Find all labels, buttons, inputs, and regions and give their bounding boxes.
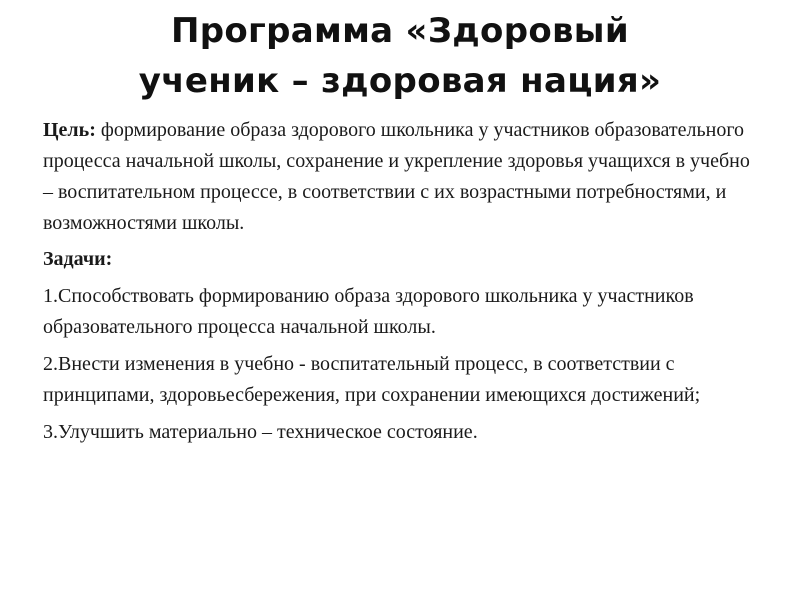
tasks-label: Задачи:: [43, 248, 113, 270]
tasks-heading: [43, 244, 763, 275]
slide-body: [43, 115, 763, 454]
goal-label: Цель:: [43, 119, 96, 141]
task-item-1: 1.Способствовать формированию образа здорового школьника у участников образовательного процесса начальной школы.: [43, 285, 694, 338]
goal-paragraph: [43, 115, 763, 239]
task-item-3: 3.Улучшить материально – техническое состояние.: [43, 421, 478, 443]
goal-text: формирование образа здорового школьника у участников образовательного процесса начальной школы, сохранение и укрепление здоровья учащихся в учебно – воспитательном процессе, в соответствии с их возрастными потребностями, и возможностями школы.: [43, 119, 750, 234]
task-item-2: 2.Внести изменения в учебно - воспитательный процесс, в соответствии с принципами, здоровьесбережения, при сохранении имеющихся достижений;: [43, 353, 701, 406]
slide-title: [20, 6, 780, 106]
slide-title-line-2: ученик – здоровая нация»: [138, 61, 662, 101]
slide-title-line-1: Программа «Здоровый: [171, 11, 629, 51]
